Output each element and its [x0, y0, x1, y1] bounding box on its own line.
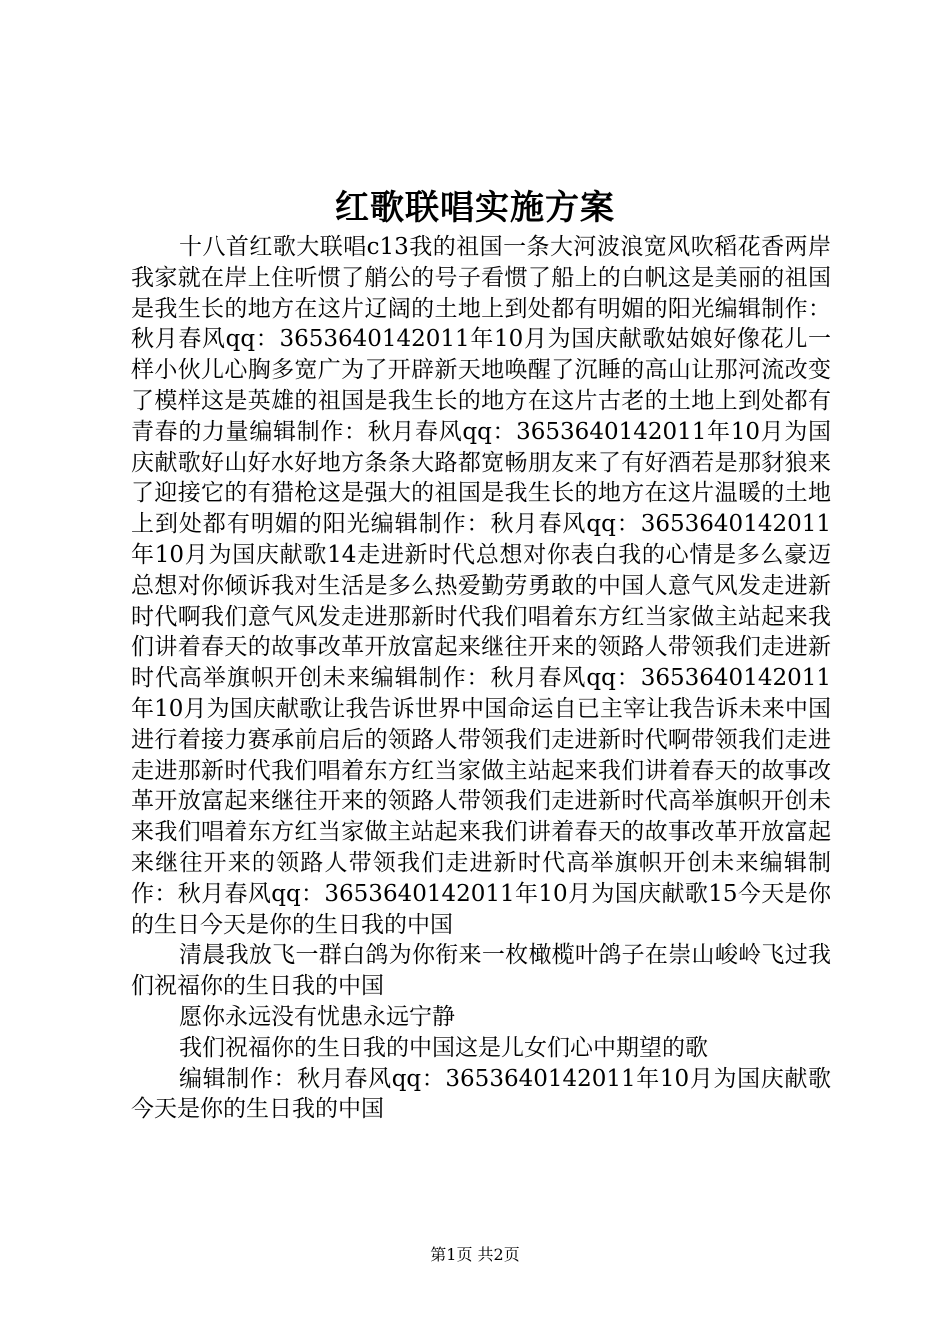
page-footer: 第1页 共2页	[430, 1245, 520, 1264]
paragraph-songs-medley: 十八首红歌大联唱c13我的祖国一条大河波浪宽风吹稻花香两岸我家就在岸上住听惯了艄公的号子看惯了船上的白帆这是美丽的祖国是我生长的地方在这片辽阔的土地上到处都有明媚的阳光编辑制作：秋月春风qq：3653640142011年10月为国庆献歌姑娘好像花儿一样小伙儿心胸多宽广为了开辟新天地唤醒了沉睡的高山让那河流改变了模样这是英雄的祖国是我生长的地方在这片古老的土地上到处都有青春的力量编辑制作：秋月春风qq：3653640142011年10月为国庆献歌好山好水好地方条条大路都宽畅朋友来了有好酒若是那豺狼来了迎接它的有猎枪这是强大的祖国是我生长的地方在这片温暖的土地上到处都有明媚的阳光编辑制作：秋月春风qq：3653640142011年10月为国庆献歌14走进新时代总想对你表白我的心情是多么豪迈总想对你倾诉我对生活是多么热爱勤劳勇敢的中国人意气风发走进新时代啊我们意气风发走进那新时代我们唱着东方红当家做主站起来我们讲着春天的故事改革开放富起来继往开来的领路人带领我们走进新时代高举旗帜开创未来编辑制作：秋月春风qq：3653640142011年10月为国庆献歌让我告诉世界中国命运自已主宰让我告诉未来中国进行着接力赛承前启后的领路人带领我们走进新时代啊带领我们走进走进那新时代我们唱着东方红当家做主站起来我们讲着春天的故事改革开放富起来继往开来的领路人带领我们走进新时代高举旗帜开创未来我们唱着东方红当家做主站起来我们讲着春天的故事改革开放富起来继往开来的领路人带领我们走进新时代高举旗帜开创未来编辑制作：秋月春风qq：3653640142011年10月为国庆献歌15今天是你的生日今天是你的生日我的中国	[131, 234, 831, 938]
paragraph-credits: 编辑制作：秋月春风qq：3653640142011年10月为国庆献歌今天是你的生日我的中国	[131, 1065, 831, 1123]
paragraph-doves: 清晨我放飞一群白鸽为你衔来一枚橄榄叶鸽子在崇山峻岭飞过我们祝福你的生日我的中国	[131, 942, 831, 1000]
paragraph-blessing: 我们祝福你的生日我的中国这是儿女们心中期望的歌	[179, 1034, 708, 1061]
document-body	[131, 232, 831, 1125]
document-title: 红歌联唱实施方案	[335, 188, 615, 228]
paragraph-wish: 愿你永远没有忧患永远宁静	[179, 1003, 455, 1030]
